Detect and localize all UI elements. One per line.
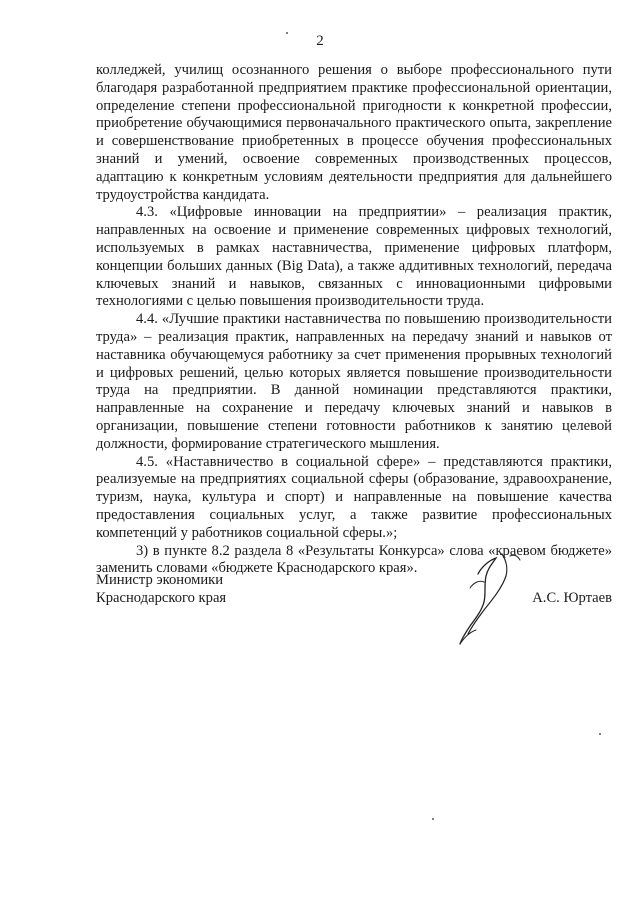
signer-title-line2: Краснодарского края [96,589,227,606]
paragraph-4-3: 4.3. «Цифровые инновации на предприятии» – реализация практик, направленных на освоение и применение современных цифровых технологий, используемых в рамках наставничества, применение цифровых платформ, концепции больших данных (Big Data), а также аддитивных технологий, передача ключевых знаний и навыков, связанных с инновационными цифровыми технологиями с целью повышения производительности труда. [96,204,612,310]
document-body [96,62,612,578]
signer-title [96,572,226,608]
page-number: 2 [316,33,324,49]
scan-speck [286,32,288,34]
paragraph-amendment-3: 3) в пункте 8.2 раздела 8 «Результаты Конкурса» слова «краевом бюджете» заменить словами «бюджете Краснодарского края». [96,542,612,577]
paragraph-4-5: 4.5. «Наставничество в социальной сфере» – представляются практики, реализуемые на предприятиях социальной сферы (образование, здравоохранение, туризм, наука, культура и спорт) и направленные на повышение качества предоставления социальных услуг, а также развитие профессиональных компетенций у работников социальной сферы.»; [96,453,612,541]
signer-name: А.С. Юртаев [532,590,612,606]
signer-title-line1: Министр экономики [96,572,224,588]
scan-speck [599,733,601,735]
paragraph-4-4: 4.4. «Лучшие практики наставничества по повышению производительности труда» – реализация практик, направленных на передачу знаний и навыков от наставника обучающемуся работнику за счет применения прорывных технологий и цифровых решений, целью которых является повышение производительности труда на предприятии. В данной номинации представляются практики, направленные на сохранение и передачу ключевых знаний и навыков в организации, повышение степени готовности работников к занятию целевой должности, формирование стратегического мышления. [96,311,612,452]
paragraph-continuation: колледжей, училищ осознанного решения о выборе профессионального пути благодаря разработанной предприятием практике профессиональной ориентации, определение степени профессиональной пригодности к конкретной профессии, приобретение обучающимися первоначального практического опыта, закрепление и совершенствование приобретенных в процессе обучения профессиональных знаний и умений, освоение современных производственных процессов, адаптацию к конкретным условиям деятельности предприятия для дальнейшего трудоустройства кандидата. [96,62,612,203]
handwritten-signature [440,552,540,652]
scan-speck [432,818,434,820]
